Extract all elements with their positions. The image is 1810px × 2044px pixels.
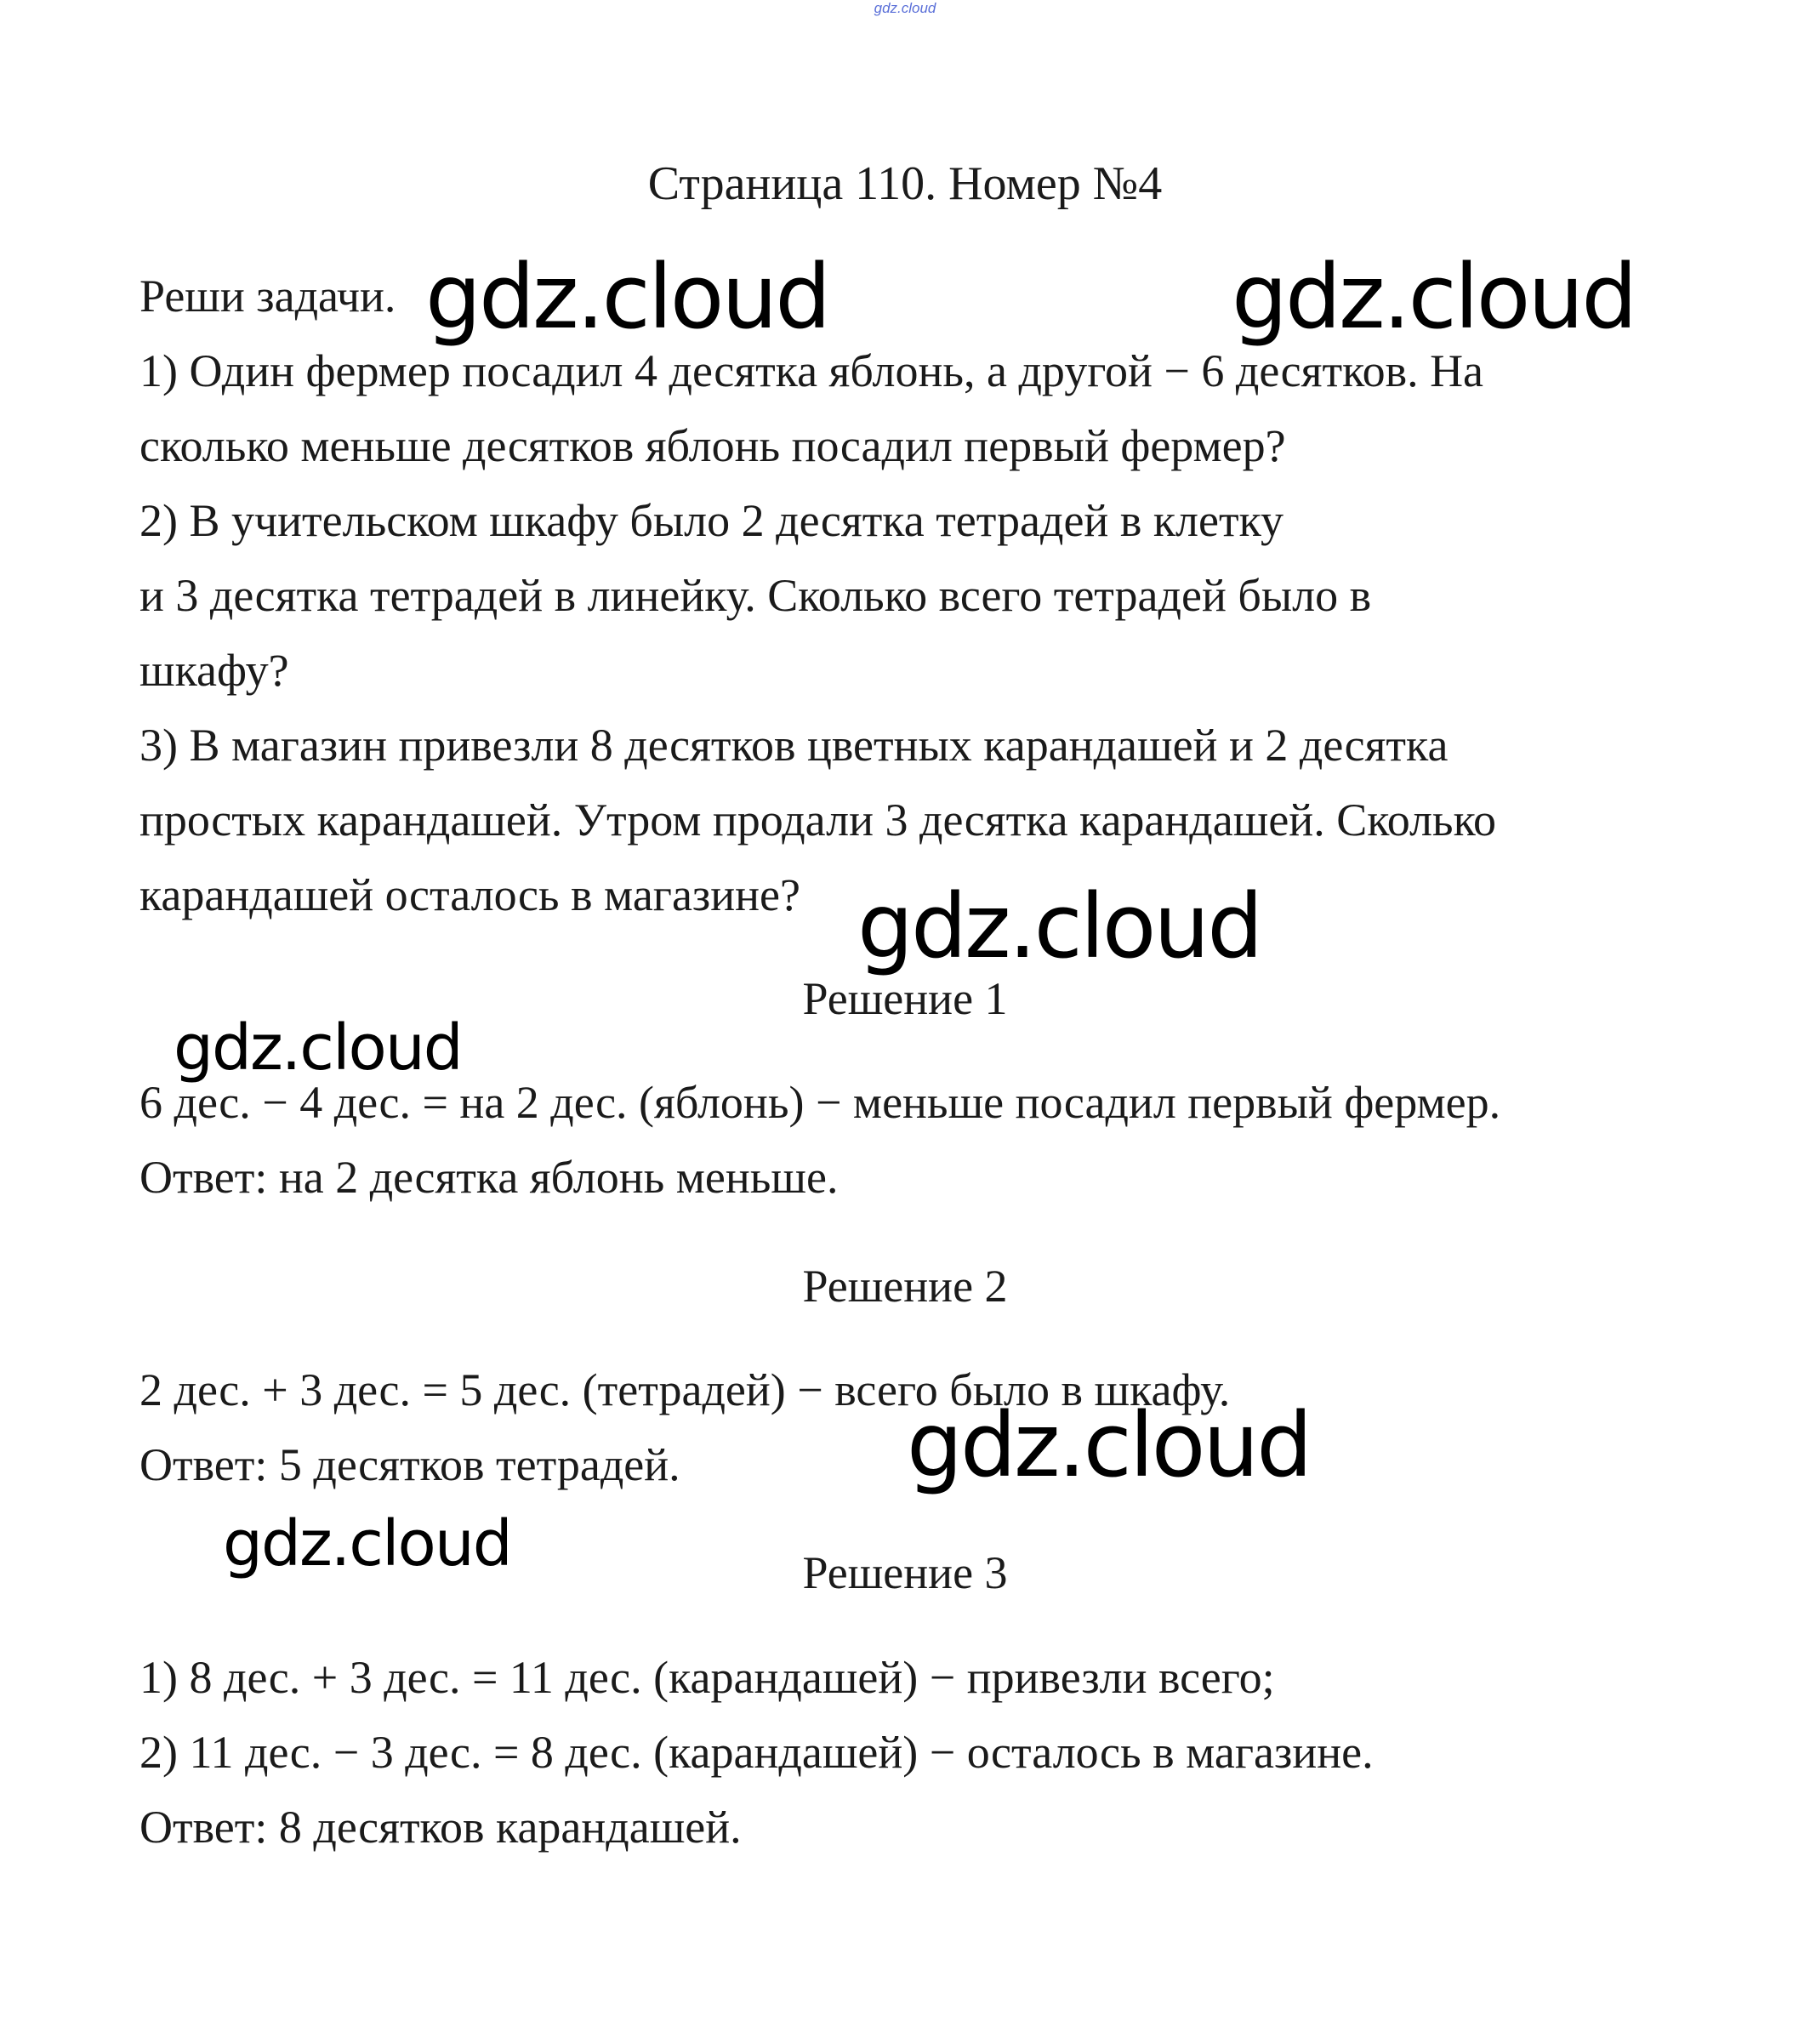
page-title: Страница 110. Номер №4 xyxy=(647,157,1163,210)
watermark: gdz.cloud xyxy=(174,1011,462,1085)
solution-line: Ответ: на 2 десятка яблонь меньше. xyxy=(139,1152,839,1203)
watermark: gdz.cloud xyxy=(907,1393,1311,1497)
task-line: 2) В учительском шкафу было 2 десятка тетрадей в клетку xyxy=(139,495,1284,546)
solution-line: Ответ: 5 десятков тетрадей. xyxy=(139,1439,680,1490)
task-intro: Реши задачи. xyxy=(139,270,396,322)
solution-heading: Решение 3 xyxy=(802,1547,1008,1598)
watermark: gdz.cloud xyxy=(425,245,829,349)
solution-line: 1) 8 дес. + 3 дес. = 11 дес. (карандашей) − привезли всего; xyxy=(139,1652,1275,1703)
task-line: и 3 десятка тетрадей в линейку. Сколько всего тетрадей было в xyxy=(139,570,1372,621)
task-line: простых карандашей. Утром продали 3 десятка карандашей. Сколько xyxy=(139,794,1497,845)
watermark: gdz.cloud xyxy=(223,1507,511,1580)
task-line: шкафу? xyxy=(139,645,289,696)
task-line: 3) В магазин привезли 8 десятков цветных карандашей и 2 десятка xyxy=(139,720,1449,771)
solution-heading: Решение 2 xyxy=(802,1261,1008,1312)
watermark: gdz.cloud xyxy=(1232,245,1636,349)
solution-line: 2 дес. + 3 дес. = 5 дес. (тетрадей) − всего было в шкафу. xyxy=(139,1364,1231,1415)
task-line: карандашей осталось в магазине? xyxy=(139,869,800,920)
solution-line: Ответ: 8 десятков карандашей. xyxy=(139,1802,742,1853)
solution-line: 2) 11 дес. − 3 дес. = 8 дес. (карандашей) − осталось в магазине. xyxy=(139,1727,1374,1778)
task-line: сколько меньше десятков яблонь посадил первый фермер? xyxy=(139,420,1286,471)
task-line: 1) Один фермер посадил 4 десятка яблонь, а другой − 6 десятков. На xyxy=(139,345,1484,396)
solution-line: 6 дес. − 4 дес. = на 2 дес. (яблонь) − меньше посадил первый фермер. xyxy=(139,1077,1501,1128)
solution-heading: Решение 1 xyxy=(802,973,1008,1024)
top-watermark: gdz.cloud xyxy=(874,0,936,16)
watermark: gdz.cloud xyxy=(857,874,1261,978)
